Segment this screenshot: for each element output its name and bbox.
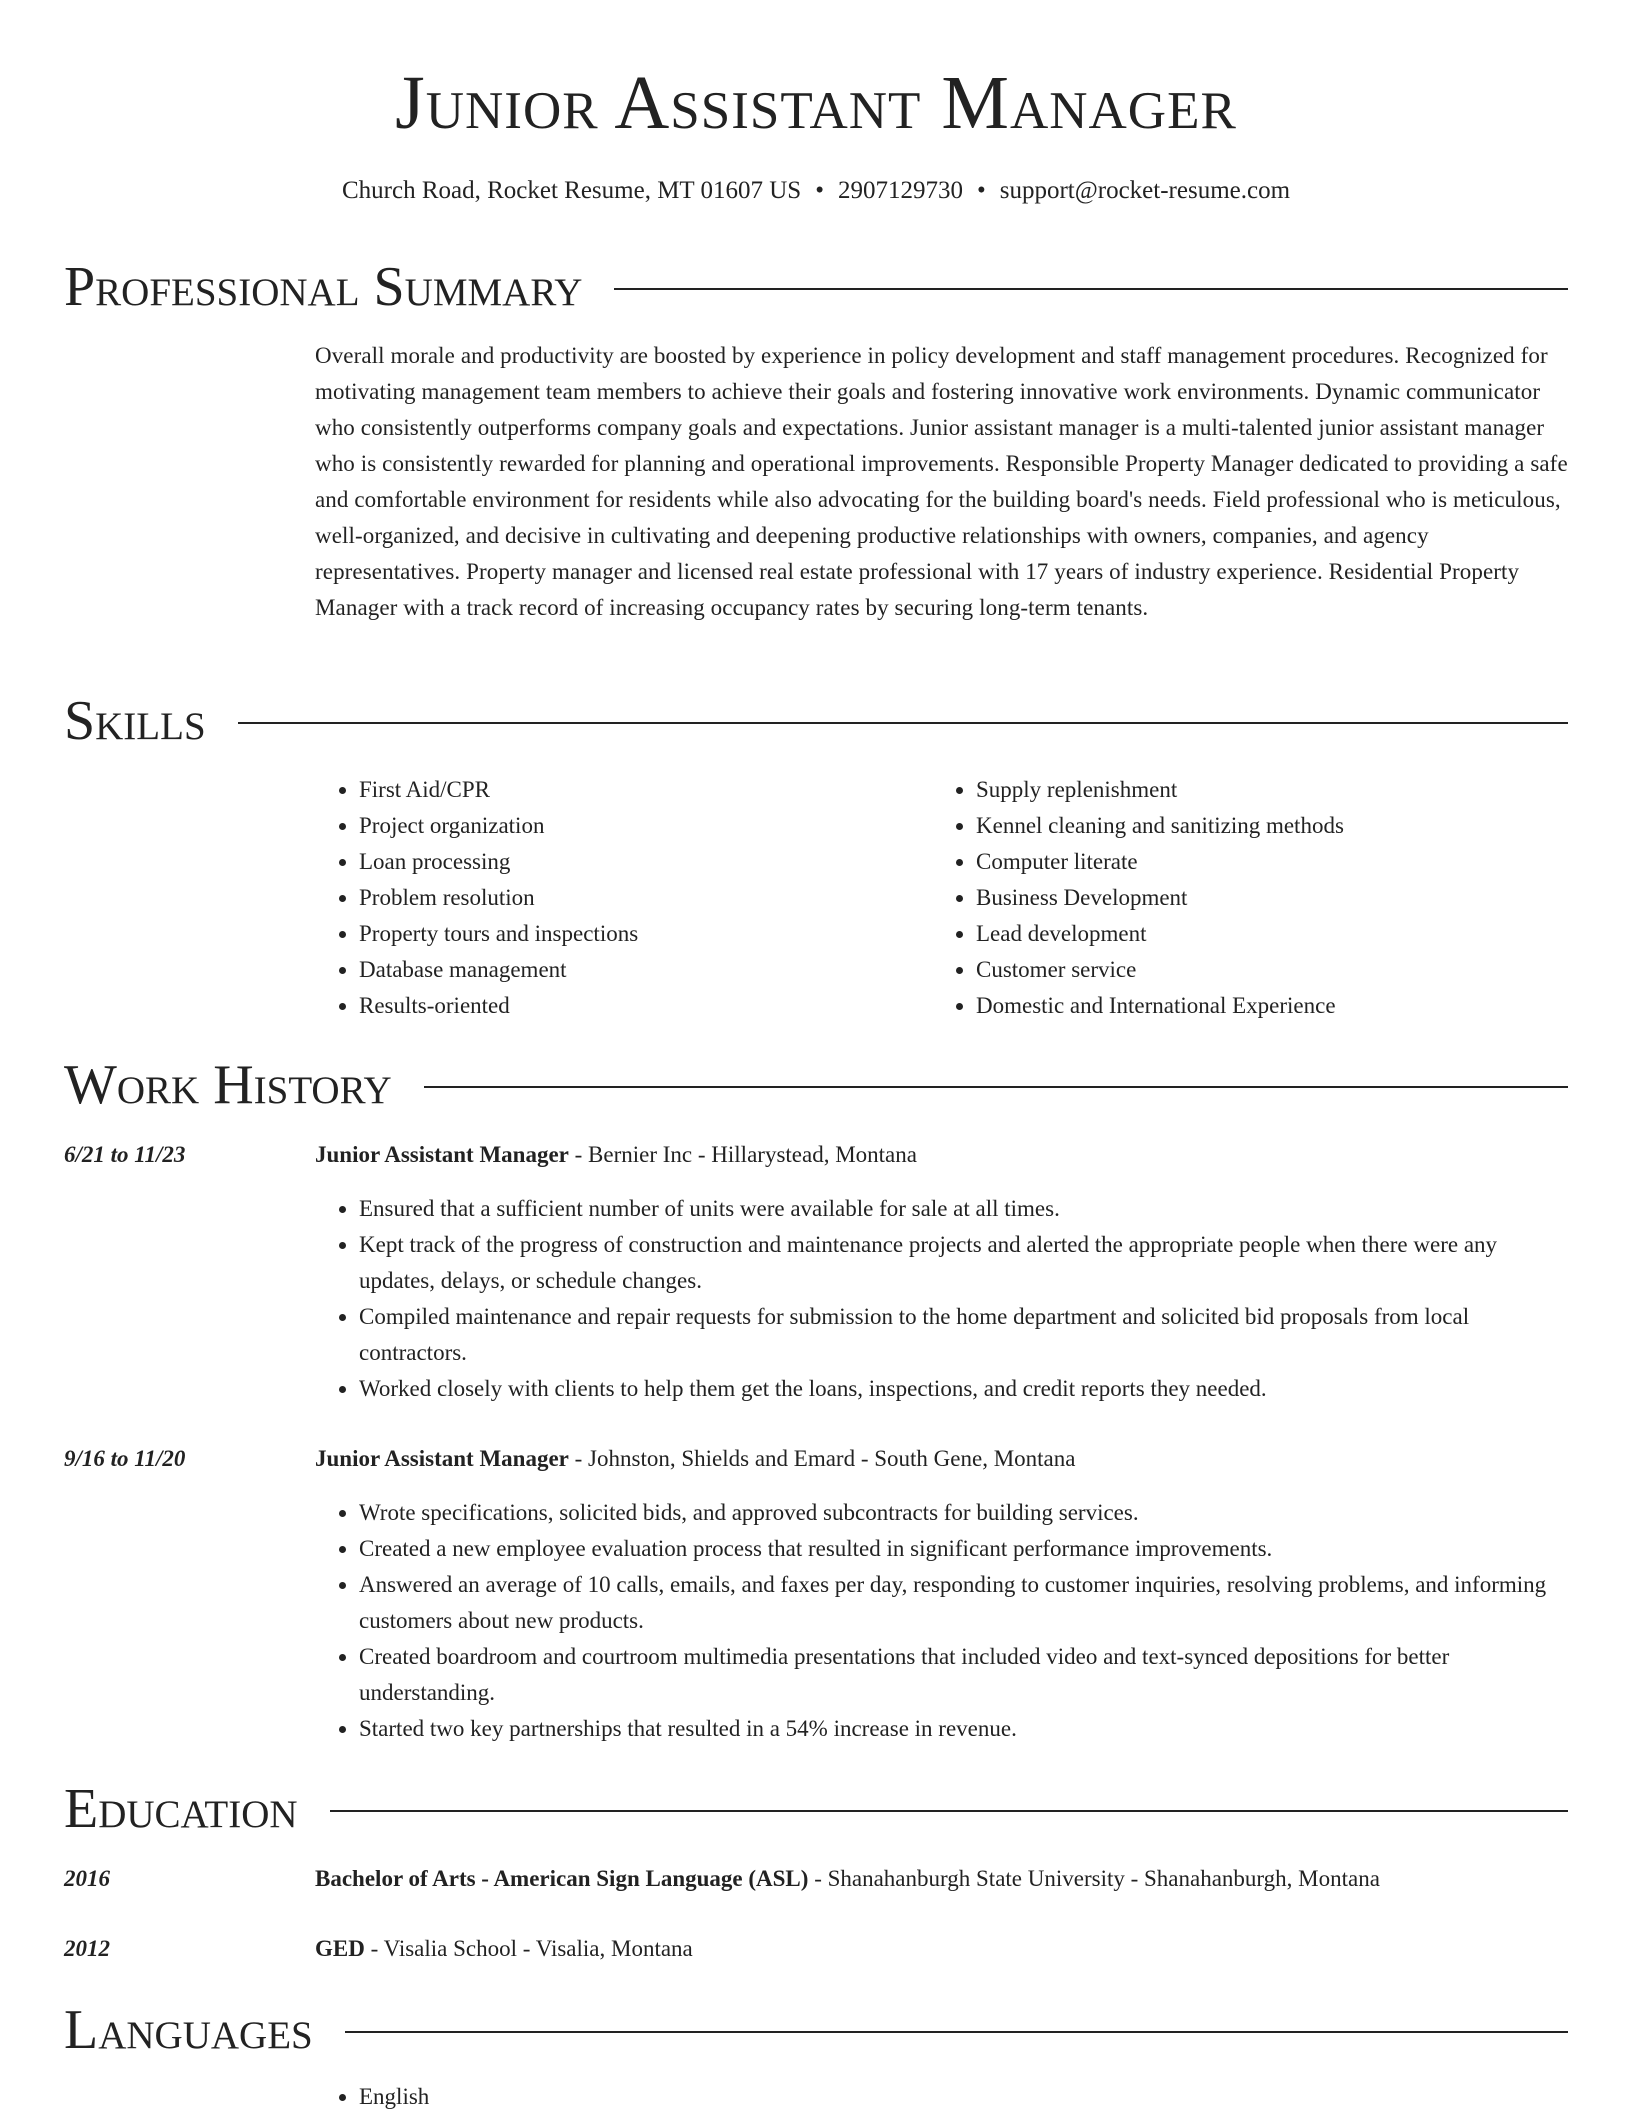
institution: - Shanahanburgh State University - Shanahanburgh, Montana (808, 1866, 1380, 1891)
education-year: 2016 (64, 1866, 110, 1891)
skill-item: • Project organization (359, 808, 895, 844)
job-heading (315, 1137, 1571, 1173)
languages-list (315, 2079, 1571, 2115)
section-divider (330, 1810, 1568, 1812)
separator: • (976, 177, 986, 204)
responsibility-item: • Started two key partnerships that resulted in a 54% increase in revenue. (359, 1711, 1571, 1747)
skill-item: • Supply replenishment (976, 772, 1512, 808)
education-entry (315, 1861, 1571, 1897)
responsibility-item: • Created boardroom and courtroom multimedia presentations that included video and text-synced depositions for better understanding. (359, 1639, 1571, 1711)
email-link[interactable]: support@rocket-resume.com (999, 177, 1291, 204)
skills-column-left (315, 772, 895, 1024)
address: Church Road, Rocket Resume, MT 01607 US (341, 177, 802, 204)
section-title: Skills (64, 690, 206, 752)
job-heading (315, 1441, 1571, 1477)
education-year: 2012 (64, 1936, 110, 1961)
job-responsibilities (315, 1495, 1571, 1747)
degree: GED (315, 1936, 365, 1961)
section-languages (64, 1997, 1568, 2063)
skill-item: • Database management (359, 952, 895, 988)
section-skills (64, 688, 1568, 754)
job-responsibilities (315, 1191, 1571, 1407)
responsibility-item: • Answered an average of 10 calls, emails, and faxes per day, responding to customer inquiries, resolving problems, and informing customers about new products. (359, 1567, 1571, 1639)
skill-item: • Lead development (976, 916, 1512, 952)
responsibility-item: • Created a new employee evaluation process that resulted in significant performance improvements. (359, 1531, 1571, 1567)
candidate-name: Junior Assistant Manager (395, 61, 1237, 145)
section-title: Professional Summary (64, 256, 583, 318)
education-entry (315, 1931, 1571, 1967)
job-title: Junior Assistant Manager (315, 1142, 569, 1167)
section-work-history (64, 1052, 1568, 1118)
skill-item: • Customer service (976, 952, 1512, 988)
responsibility-item: • Worked closely with clients to help them get the loans, inspections, and credit reports they needed. (359, 1371, 1571, 1407)
job-dates: 6/21 to 11/23 (64, 1142, 186, 1167)
summary-text: Overall morale and productivity are boosted by experience in policy development and staff management procedures. Recognized for motivating management team members to achieve their goals and fostering innovative work environments. Dynamic communicator who consistently outperforms company goals and expectations. Junior assistant manager is a multi-talented junior assistant manager who is consistently rewarded for planning and operational improvements. Responsible Property Manager dedicated to providing a safe and comfortable environment for residents while also advocating for the building board's needs. Field professional who is meticulous, well-organized, and decisive in cultivating and deepening productive relationships with owners, companies, and agency representatives. Property manager and licensed real estate professional with 17 years of industry experience. Residential Property Manager with a track record of increasing occupancy rates by securing long-term tenants. (315, 343, 1568, 620)
responsibility-item: • Kept track of the progress of construction and maintenance projects and alerted the appropriate people when there were any updates, delays, or schedule changes. (359, 1227, 1571, 1299)
degree: Bachelor of Arts - American Sign Language (ASL) (315, 1866, 809, 1891)
responsibility-item: • Compiled maintenance and repair requests for submission to the home department and solicited bid proposals from local contractors. (359, 1299, 1571, 1371)
skill-item: • Problem resolution (359, 880, 895, 916)
skill-item: • Kennel cleaning and sanitizing methods (976, 808, 1512, 844)
language-item: • English (359, 2079, 1571, 2115)
responsibility-item: • Ensured that a sufficient number of units were available for sale at all times. (359, 1191, 1571, 1227)
section-title: Work History (64, 1054, 392, 1116)
skill-item: • Property tours and inspections (359, 916, 895, 952)
skill-item: • First Aid/CPR (359, 772, 895, 808)
section-divider (345, 2031, 1568, 2033)
job-dates: 9/16 to 11/20 (64, 1446, 186, 1471)
section-title: Languages (64, 1999, 313, 2061)
job-employer: - Bernier Inc - Hillarystead, Montana (568, 1142, 917, 1167)
skill-item: • Computer literate (976, 844, 1512, 880)
skill-item: • Domestic and International Experience (976, 988, 1512, 1024)
job-title: Junior Assistant Manager (315, 1446, 569, 1471)
separator: • (815, 177, 824, 204)
section-education (64, 1776, 1568, 1842)
phone: 2907129730 (837, 177, 963, 204)
skill-item: • Results-oriented (359, 988, 895, 1024)
section-professional-summary (64, 254, 1568, 320)
skills-column-right (932, 772, 1512, 1024)
section-divider (424, 1086, 1568, 1088)
skill-item: • Loan processing (359, 844, 895, 880)
section-divider (238, 722, 1568, 724)
responsibility-item: • Wrote specifications, solicited bids, and approved subcontracts for building services. (359, 1495, 1571, 1531)
section-divider (614, 288, 1568, 290)
section-title: Education (64, 1778, 298, 1840)
institution: - Visalia School - Visalia, Montana (364, 1936, 693, 1961)
contact-line (0, 174, 1632, 208)
skill-item: • Business Development (976, 880, 1512, 916)
job-employer: - Johnston, Shields and Emard - South Gene, Montana (568, 1446, 1076, 1471)
